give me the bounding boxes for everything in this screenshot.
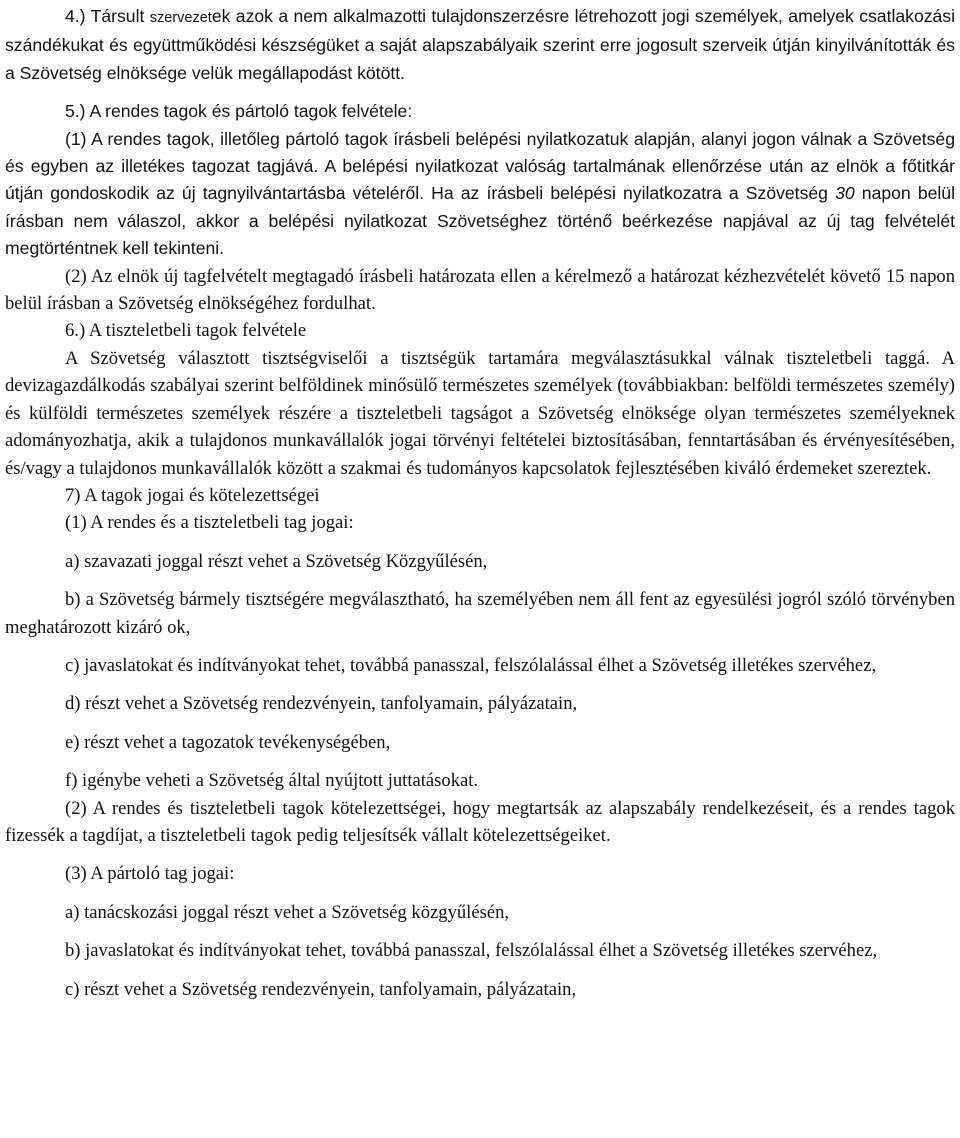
section-5-p1-c: Ha az írásbeli belépési nyilatkozatra a Szövetség (424, 183, 836, 204)
supporter-rights-item-c: c) részt vehet a Szövetség rendezvényein, tanfolyamain, pályázatain, (65, 978, 577, 1000)
section-5-paragraph-1 (5, 126, 955, 263)
rights-item-f: f) igénybe veheti a Szövetség által nyújtott juttatásokat. (65, 770, 479, 792)
rights-item-b: b) a Szövetség bármely tisztségére megválasztható, ha személyében nem áll fent az egyesülési jogról szóló törvényben meghatározott kizáró ok, (5, 589, 955, 638)
section-5-p1-d: napon belül írásban nem válaszol, akkor a belépési nyilatkozat Szövetséghez történő beérkezése napjával az új tag felvételét megtörténtnek kell tekinteni. (5, 183, 956, 259)
section-5-p1-a: (1) A rendes tagok, illetőleg pártoló tagok írásbeli belépési nyilatkozatuk alapján, alanyi jogon válnak a Szövetség és egyben az illetékes tagozat tagjává. (5, 128, 955, 177)
supporter-rights-item-b: b) javaslatokat és indítványokat tehet, továbbá panasszal, felszólalással élhet a Szövetség illetékes szervéhez, (65, 940, 878, 962)
supporter-rights-item-a: a) tanácskozási joggal részt vehet a Szövetség közgyűlésén, (65, 901, 510, 923)
section-4-small-word: szervezet (149, 10, 212, 26)
section-7-sub-2: (2) A rendes és tiszteletbeli tagok kötelezettségei, hogy megtartsák az alapszabály rendelkezéseit, és a rendes tagok fizessék a tagdíjat, a tiszteletbeli tagok pedig teljesítsék vállalt kötelezettségeiket. (5, 797, 955, 846)
section-5-p1-b: A belépési nyilatkozat valóság tartalmának ellenőrzése után az elnök a főtitkár útján gondoskodik az új tagnyilvántartásba vételéről. (5, 156, 955, 204)
section-4-paragraph (5, 3, 955, 87)
rights-item-d: d) részt vehet a Szövetség rendezvényein, tanfolyamain, pályázatain, (65, 693, 578, 715)
rights-item-c: c) javaslatokat és indítványokat tehet, továbbá panasszal, felszólalással élhet a Szövetség illetékes szervéhez, (65, 654, 877, 676)
rights-item-a: a) szavazati joggal részt vehet a Szövetség Közgyűlésén, (65, 550, 488, 572)
section-5-title: 5.) A rendes tagok és pártoló tagok felvétele: (65, 101, 413, 122)
section-6-paragraph: A Szövetség választott tisztségviselői a tisztségük tartamára megválasztásukkal válnak tiszteletbeli taggá. A devizagazdálkodás szabályai szerint belföldinek minősülő természetes személyek (továbbiakban: belföldi természetes személy) és külföldi természetes személyek részére a tiszteletbeli tagságot a Szövetség elnöksége olyan természetes személyeknek adományozhatja, akik a tulajdonos munkavállalók jogai törvényi feltételei biztosításában, fenntartásában és érvényesítésében, és/vagy a tulajdonos munkavállalók között a szakmai és tudományos kapcsolatok fejlesztésében kiváló érdemeket szereztek. (5, 347, 955, 479)
section-7-sub-3: (3) A pártoló tag jogai: (65, 863, 235, 885)
section-5-days: 30 (835, 183, 855, 204)
rights-item-e: e) részt vehet a tagozatok tevékenységében, (65, 731, 391, 753)
section-4-lead: 4.) Társult (65, 6, 145, 26)
section-7-sub-1: (1) A rendes és a tiszteletbeli tag jogai: (65, 512, 354, 534)
section-4-text: ek azok a nem alkalmazotti tulajdonszerzésre létrehozott jogi személyek, amelyek csatlakozási szándékukat és együttműködési készségüket a saját alapszabályaik szerint erre jogosult szerveik útján kinyilvánították és a Szövetség elnöksége velük megállapodást kötött. (5, 6, 956, 83)
section-6-title: 6.) A tiszteletbeli tagok felvétele (65, 320, 307, 342)
section-5-paragraph-2: (2) Az elnök új tagfelvételt megtagadó írásbeli határozata ellen a kérelmező a határozat kézhezvételét követő 15 napon belül írásban a Szövetség elnökségéhez fordulhat. (5, 265, 955, 315)
section-7-title: 7) A tagok jogai és kötelezettségei (65, 484, 320, 506)
